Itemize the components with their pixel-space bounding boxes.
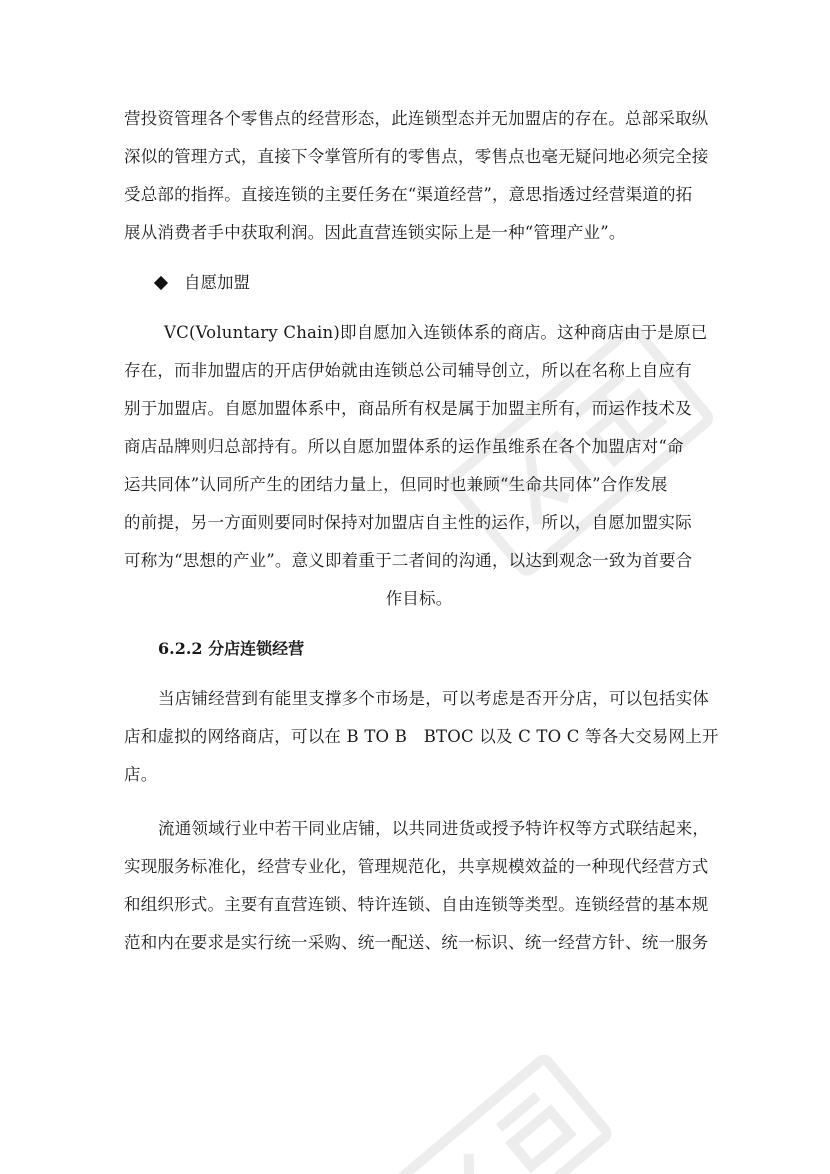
- text-line: 运共同体”认同所产生的团结力量上，但同时也兼顾“生命共同体”合作发展: [124, 475, 668, 494]
- text-line: 作目标。: [385, 589, 453, 608]
- text-line: 深似的管理方式，直接下令掌管所有的零售点，零售点也毫无疑问地必须完全接: [124, 147, 709, 166]
- text-line: 当店铺经营到有能里支撑多个市场是，可以考虑是否开分店，可以包括实体: [158, 689, 710, 708]
- text-line: 店和虚拟的网络商店，可以在 B TO B BTOC 以及 C TO C 等各大交易网上开: [124, 727, 719, 746]
- text-line: 流通领域行业中若干同业店铺，以共同进货或授予特许权等方式联结起来，: [158, 819, 710, 838]
- text-line: VC(Voluntary Chain)即自愿加入连锁体系的商店。这种商店由于是原已: [164, 323, 708, 342]
- text-line: 和组织形式。主要有直营连锁、特许连锁、自由连锁等类型。连锁经营的基本规: [124, 895, 709, 914]
- text-line: 店。: [124, 765, 158, 784]
- text-line: 展从消费者手中获取利润。因此直营连锁实际上是一种“管理产业”。: [124, 223, 626, 242]
- text-line: 范和内在要求是实行统一采购、统一配送、统一标识、统一经营方针、统一服务: [124, 933, 709, 952]
- section-heading: 6.2.2 分店连锁经营: [158, 639, 305, 658]
- text-line: 营投资管理各个零售点的经营形态，此连锁型态并无加盟店的存在。总部采取纵: [124, 109, 709, 128]
- paragraph-direct-chain: [124, 100, 714, 252]
- bullet-label: 自愿加盟: [184, 273, 250, 292]
- watermark-seal-icon: [360, 1040, 640, 1174]
- bullet-item-voluntary-chain: [124, 264, 714, 302]
- document-body: [124, 100, 719, 962]
- text-line: 实现服务标准化，经营专业化，管理规范化，共享规模效益的一种现代经营方式: [124, 857, 709, 876]
- text-line: 商店品牌则归总部持有。所以自愿加盟体系的运作虽维系在各个加盟店对“命: [124, 437, 684, 456]
- paragraph-voluntary-chain: [124, 314, 714, 618]
- text-line: 存在，而非加盟店的开店伊始就由连锁总公司辅导创立，所以在名称上自应有: [124, 361, 692, 380]
- text-line: 别于加盟店。自愿加盟体系中，商品所有权是属于加盟主所有，而运作技术及: [124, 399, 692, 418]
- text-line: 的前提，另一方面则要同时保持对加盟店自主性的运作，所以，自愿加盟实际: [124, 513, 692, 532]
- text-line: 受总部的指挥。直接连锁的主要任务在“渠道经营”，意思指透过经营渠道的拓: [124, 185, 693, 204]
- diamond-bullet-icon: [154, 276, 168, 290]
- paragraph-chain-definition: [124, 810, 714, 962]
- text-line: 可称为“思想的产业”。意义即着重于二者间的沟通，以达到观念一致为首要合: [124, 551, 693, 570]
- paragraph-branch-chain: [124, 680, 719, 794]
